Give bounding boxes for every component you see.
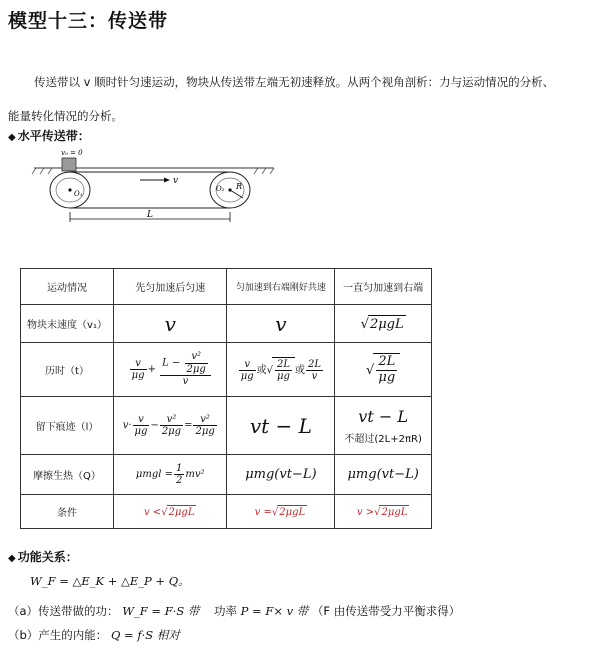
table-header-row xyxy=(21,269,432,305)
cell: $\frac{v}{\mu g}$ + L − $\frac{\text{v²}}{2\mu g}$ v xyxy=(114,343,227,397)
section-energy-label: 功能关系： xyxy=(17,550,78,564)
section-energy-heading xyxy=(8,548,78,565)
energy-line-a: （a）传送带做的功： W_F = F·S 带 功率 P = F× v 带 （F 由传送带受力平衡求得） xyxy=(8,604,461,618)
table-header-cell: 运动情况 xyxy=(21,269,114,305)
table-row xyxy=(21,305,432,343)
energy-equation: W_F = △E_K + △E_P + Q。 xyxy=(30,574,190,588)
page-title: 模型十三：传送带 xyxy=(8,10,169,32)
table-row xyxy=(21,495,432,529)
table-row xyxy=(21,455,432,495)
v0-label: v₀ = 0 xyxy=(61,149,83,157)
cell: vt − L xyxy=(227,397,335,455)
table-header-cell: 一直匀加速到右端 xyxy=(335,269,432,305)
intro-line-1: 传送带以 v 顺时针匀速运动，物块从传送带左端无初速释放。从两个视角剖析：力与运动情况的分析、 xyxy=(34,75,555,89)
cell: v >√2μgL xyxy=(335,495,432,529)
diamond-bullet-icon: ◆ xyxy=(8,132,16,143)
row-label-heat: 摩擦生热（Q） xyxy=(21,455,114,495)
row-label-end-speed: 物块末速度（v₁） xyxy=(21,305,114,343)
intro-paragraph xyxy=(8,64,588,134)
row-label-trace: 留下痕迹（l） xyxy=(21,397,114,455)
diamond-bullet-icon: ◆ xyxy=(8,553,16,564)
block xyxy=(62,158,76,171)
analysis-table xyxy=(20,268,432,529)
table-header-cell: 先匀加速后匀速 xyxy=(114,269,227,305)
section-horizontal-heading xyxy=(8,127,90,144)
cell: √2μgL xyxy=(335,305,432,343)
row-label-time: 历时（t） xyxy=(21,343,114,397)
table-row xyxy=(21,397,432,455)
cell: v =√2μgL xyxy=(227,495,335,529)
cell: μmgl = $\frac{1}{2}$ mv² xyxy=(114,455,227,495)
o2-label: O₂ xyxy=(216,185,225,193)
r-label: R xyxy=(236,182,243,191)
cell: vt − L 不超过(2L+2πR) xyxy=(335,397,432,455)
row-label-condition: 条件 xyxy=(21,495,114,529)
cell: v· $\frac{v}{\mu g}$ − $\frac{\text{v²}}{2\mu g}$ = $\frac{\text{v²}}{2\mu g}$ xyxy=(114,397,227,455)
velocity-arrowhead xyxy=(164,178,170,183)
table-row xyxy=(21,343,432,397)
cell: √ $\frac{2L}{\mu g}$ xyxy=(335,343,432,397)
section-horizontal-label: 水平传送带： xyxy=(17,129,90,143)
conveyor-belt-diagram xyxy=(30,146,280,226)
cell: v xyxy=(114,305,227,343)
cell: μmg(vt−L) xyxy=(227,455,335,495)
l-label: L xyxy=(147,210,153,220)
radius-line xyxy=(230,190,243,198)
pulley-left-center xyxy=(68,188,71,191)
intro-line-2: 能量转化情况的分析。 xyxy=(8,109,123,123)
o1-label: O₁ xyxy=(74,190,83,198)
cell: μmg(vt−L) xyxy=(335,455,432,495)
table-header-cell: 匀加速到右端刚好共速 xyxy=(227,269,335,305)
cell: v xyxy=(227,305,335,343)
cell: v <√2μgL xyxy=(114,495,227,529)
energy-line-b: （b）产生的内能： Q = f·S 相对 xyxy=(8,628,180,642)
cell: $\frac{v}{\mu g}$ 或√ $\frac{2L}{\mu g}$ 或 $\frac{2L}{v}$ xyxy=(227,343,335,397)
v-label: v xyxy=(173,176,179,186)
